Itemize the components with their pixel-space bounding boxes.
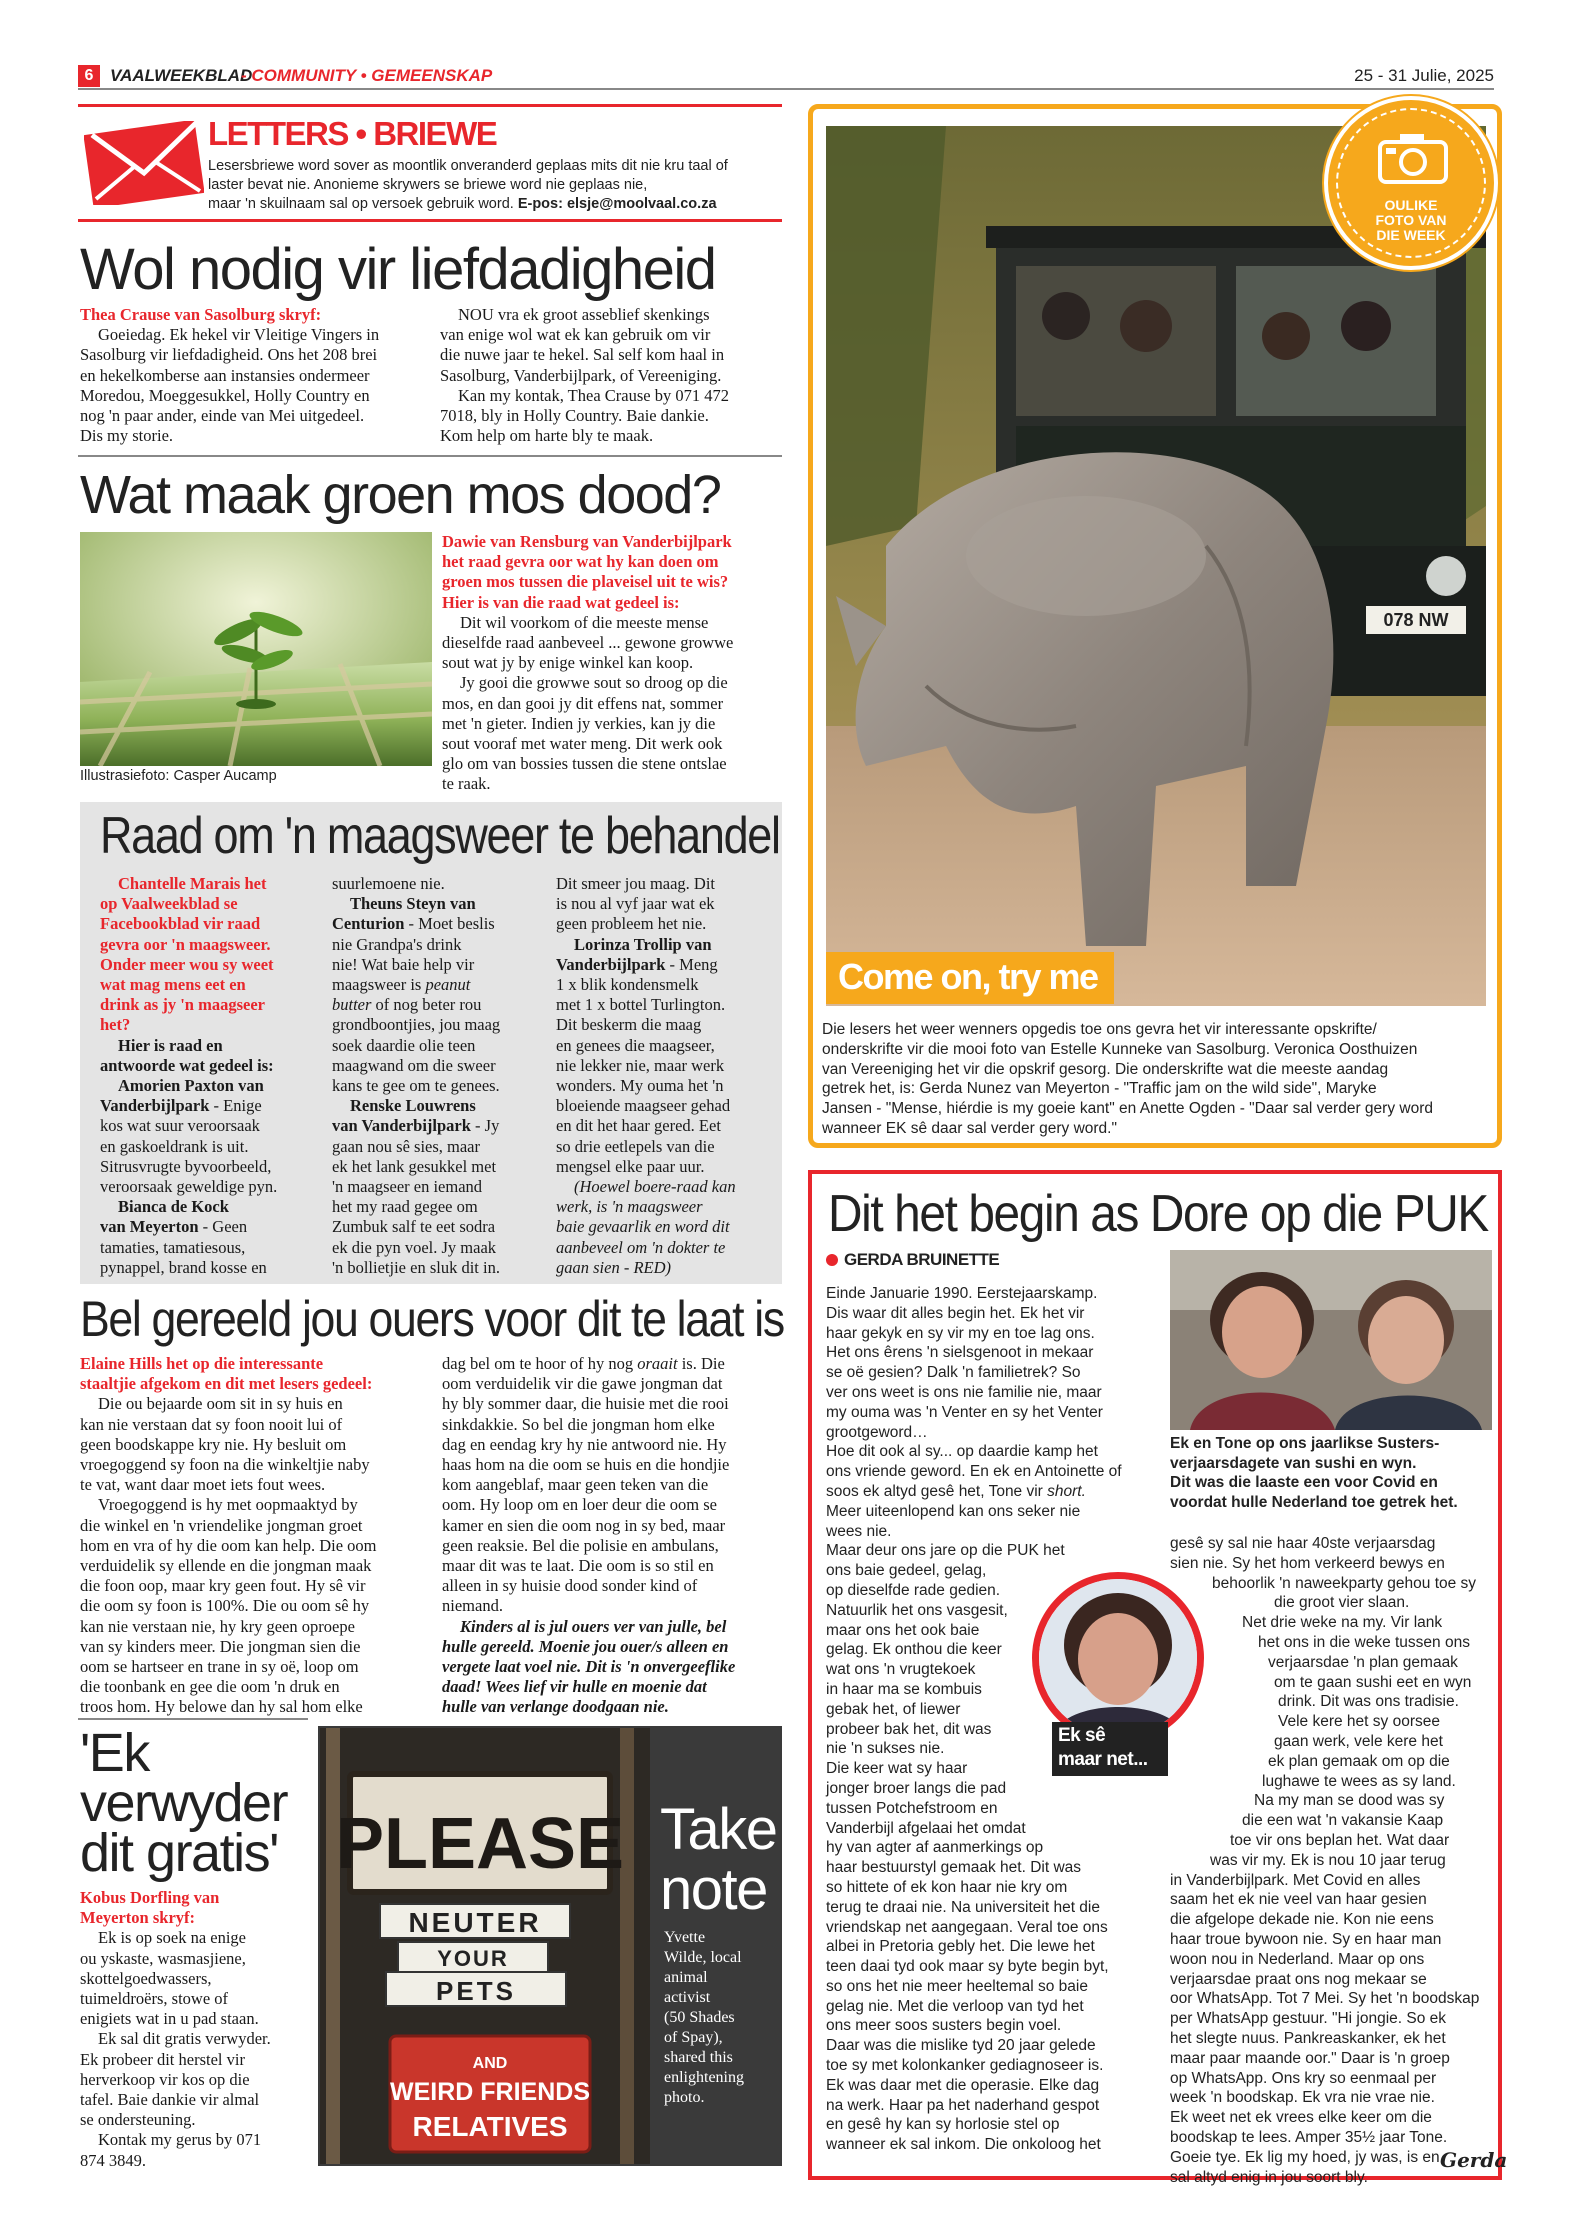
badge-line2: FOTO VAN: [1375, 212, 1447, 228]
column-badge-line2: maar net...: [1058, 1749, 1148, 1770]
photo-title-box: [826, 952, 1114, 1004]
sign-weird-friends: WEIRD FRIENDS: [390, 2078, 590, 2106]
author-signature: Gerda: [1440, 2148, 1508, 2172]
letters-title: LETTERS • BRIEWE: [208, 115, 497, 152]
puk-col2: gesê sy sal nie haar 40ste verjaarsdag sien nie. Sy het hom verkeerd bewys en behoorlik 'n naweekparty gehou toe sy die groot vier slaan. Net drie weke na my. Vir lank het ons in die weke tussen ons verjaarsdae 'n plan gemaak om te gaan sushi eet en wyn drink. Dit was ons tradisie. Vele kere het sy oorsee gaan werk, vele kere het ek plan gemaak om op die lughawe te wees as sy land. Na my man se dood was sy die een wat 'n vakansie Kaap toe vir ons beplan het. Wat daar was vir my. Ek is nou 10 jaar terug in Vanderbijlpark. Met Covid en alles saam het ek nie veel van haar gesien die afgelope dekade nie. Kon nie eens haar troue bywoon nie. Sy en haar man woon nou in Nederland. Maar op ons verjaarsdae praat ons nog mekaar se oor WhatsApp. Tot 7 Mei. Sy het 'n boodskap per WhatsApp gestuur. "Hi jongie. So ek het slegte nuus. Pankreaskanker, ek het maar paar maande oor." Daar is 'n groep op WhatsApp. Ons kry so eenmaal per week 'n boodskap. Ek vra nie vrae nie. Ek weet net ek vrees elke keer om die boodskap te lees. Amper 35½ jaar Tone. Goeie tye. Ek lig my hoed, jy was, is en sal altyd enig in jou soort bly.: [1170, 1535, 1480, 2186]
badge-line3: DIE WEEK: [1376, 227, 1446, 243]
camera-icon: [1378, 130, 1448, 184]
puk-photo-caption: Ek en Tone op ons jaarlikse Susters- verjaarsdagete van sushi en wyn. Dit was die laaste een voor Covid en voordat hulle Nederland toe getrek het.: [1170, 1435, 1458, 1511]
bel-headline: Bel gereeld jou ouers voor dit te laat is: [80, 1291, 784, 1347]
divider: [78, 1718, 308, 1720]
sign-and: AND: [472, 2055, 508, 2072]
sign-your: YOUR: [437, 1946, 509, 1971]
letters-policy: Lesersbriewe word sover as moontlik onveranderd geplaas mits dit nie kru taal of laster bevat nie. Anonieme skrywers se briewe word nie geplaas nie, maar 'n skuilnaam sal op versoek gebruik word. E-pos: elsje@moolvaal.co.za: [208, 158, 728, 212]
wol-col2: NOU vra ek groot asseblief skenkings van enige wol wat ek kan gebruik om vir die nuwe jaar te hekel. Sal self kom haal in Sasolburg, Vanderbijlpark, of Vereeniging. Kan my kontak, Thea Crause by 071 472 7018, bly in Holly Country. Baie dankie. Kom help om harte bly te maak.: [440, 305, 729, 446]
author-bullet: [826, 1254, 838, 1266]
bel-col1: Elaine Hills het op die interessante staaltjie afgekom en dit met lesers gedeel: Die ou bejaarde oom sit in sy huis en kan nie verstaan dat sy foon nooit lui of geen boodskappe kry nie. Hy besluit om vroegoggend sy foon na die winkeltjie naby te vat, want daar moet iets fout wees. Vroegoggend is hy met oopmaaktyd by die winkel en 'n vriendelike jongman groet hom en vra of hy die oom kan help. Die oom verduidelik sy ellende en die jongman maak die foon oop, maar kry geen fout. Hy sê vir die oom sy foon is 100%. Die ou oom sê hy kan nie verstaan nie, hy kry geen oproepe van sy kinders meer. Die jongman sien die oom se hartseer en trane in sy oë, loop om die toonbank en gee die oom 'n druk en troos hom. Hy belowe dan hy sal hom elke: [80, 1354, 377, 1717]
maag-col2: suurlemoene nie. Theuns Steyn van Centurion - Moet beslis nie Grandpa's drink nie! Wat baie help vir maagsweer is peanut butter of nog beter rou grondboontjies, jou maag soek daardie olie teen maagwand om die sweer kans te gee om te genees. Renske Louwrens van Vanderbijlpark - Jy gaan nou sê sies, maar ek het lank gesukkel met 'n maagseer en iemand het my raad gegee om Zumbuk salf te eet sodra ek die pyn voel. Jy maak 'n bollietjie en sluk dit in.: [332, 874, 501, 1277]
section-name: - COMMUNITY • GEMEENSKAP: [241, 66, 493, 85]
bel-col2: dag bel om te hoor of hy nog oraait is. Die oom verduidelik vir die gawe jongman dat hy bly sommer daar, die huisie met die rooi sinkdakkie. So bel die jongman hom elke dag en eendag kry hy nie antwoord nie. Hy haas hom na die oom se huis en die hondjie kom aangeblaf, maar geen teken van die oom. Hy loop om en loer deur die oom se kamer en sien die oom nog in sy bed, maar geen reaksie. Bel die polisie en ambulans, maar dit was te laat. Die oom is so stil en alleen in sy huisie dood sonder kind of niemand. Kinders al is jul ouers ver van julle, bel hulle gereeld. Moenie jou ouer/s alleen en vergete laat voel nie. Dit is 'n onvergeeflike daad! Wees lief vir hulle en moenie dat hulle van verlange doodgaan nie.: [442, 1354, 736, 1717]
gratis-text: Kobus Dorfling van Meyerton skryf: Ek is op soek na enige ou yskaste, wasmasjiene, skottelgoedwassers, tuimeldroërs, stowe of enigiets wat in u pad staan. Ek sal dit gratis verwyder. Ek probeer dit herstel vir herverkoop vir kos op die tafel. Baie dankie vir almal se ondersteuning. Kontak my gerus by 071 874 3849.: [80, 1888, 271, 2170]
gratis-headline: 'Ek verwyder dit gratis': [80, 1723, 288, 1883]
wol-headline: Wol nodig vir liefdadigheid: [80, 237, 716, 302]
issue-date: 25 - 31 Julie, 2025: [1354, 66, 1494, 85]
maag-col3: Dit smeer jou maag. Dit is nou al vyf jaar wat ek geen probleem het nie. Lorinza Trollip van Vanderbijlpark - Meng 1 x blik kondensmelk met 1 x bottel Turlington. Dit beskerm die maag en genees die maagseer, nie lekker nie, maar werk wonders. My ouma het 'n bloeiende maagseer gehad en dit het haar gered. Eet so drie eetlepels van die mengsel elke paar uur. (Hoewel boere-raad kan werk, is 'n maagsweer baie gevaarlik en word dit aanbeveel om 'n dokter te gaan sien - RED): [556, 874, 736, 1277]
sign-please: PLEASE: [335, 1804, 625, 1884]
paper-name: VAALWEEKBLAD: [110, 66, 253, 85]
divider: [78, 455, 782, 457]
neuter-sign-photo: [320, 1728, 650, 2164]
photo-title: Come on, try me: [838, 956, 1098, 997]
take-note-headline: Take note: [660, 1797, 777, 1922]
column-badge-line1: Ek sê: [1058, 1725, 1106, 1746]
envelope-icon: [84, 121, 204, 205]
page-number: 6: [78, 65, 100, 87]
wol-col1: Thea Crause van Sasolburg skryf: Goeiedag. Ek hekel vir Vleitige Vingers in Sasolburg vir liefdadigheid. Ons het 208 brei en hekelkomberse aan instansies ondermeer Moredou, Moeggesukkel, Holly Country en nog 'n paar ander, einde van Mei uitgedeel. Dis my storie.: [80, 305, 425, 446]
sign-relatives: RELATIVES: [412, 2111, 568, 2142]
maag-col1: Chantelle Marais het op Vaalweekblad se Facebookblad vir raad gevra oor 'n maagsweer. Onder meer wou sy weet wat mag mens eet en drink as jy 'n maagseer het? Hier is raad en antwoorde wat gedeel is: Amorien Paxton van Vanderbijlpark - Enige kos wat suur veroorsaak en gaskoeldrank is uit. Sitrusvrugte byvoorbeeld, veroorsaak geweldige pyn. Bianca de Kock van Meyerton - Geen tamaties, tamatiesous, pynappel, brand kosse en: [100, 874, 278, 1277]
mos-photo-caption: Illustrasiefoto: Casper Aucamp: [80, 768, 277, 784]
take-note-text: Yvette Wilde, local animal activist (50 Shades of Spay), shared this enlightening photo.: [664, 1929, 744, 2106]
letters-email[interactable]: E-pos: elsje@moolvaal.co.za: [517, 196, 717, 212]
letters-banner: [78, 104, 782, 222]
seedling-photo: [80, 532, 432, 766]
wol-byline: Thea Crause van Sasolburg skryf:: [80, 305, 322, 324]
puk-headline: Dit het begin as Dore op die PUK: [828, 1185, 1488, 1243]
badge-line1: OULIKE: [1384, 197, 1438, 213]
sign-neuter: NEUTER: [408, 1907, 542, 1938]
mos-headline: Wat maak groen mos dood?: [80, 465, 721, 525]
maag-headline: Raad om 'n maagsweer te behandel: [100, 807, 780, 865]
mos-text: Dawie van Rensburg van Vanderbijlpark het raad gevra oor wat hy kan doen om groen mos tussen die plaveisel uit te wis? Hier is van die raad wat gedeel is: Dit wil voorkom of die meeste mense dieselfde raad aanbeveel ... gewone growwe sout wat jy by enige winkel kan koop. Jy gooi die growwe sout so droog op die mos, en dan gooi jy dit effens nat, sommer met 'n gieter. Indien jy verkies, kan jy die sout vooraf met water meng. Dit werk ook glo om van bossies tussen die stene ontslae te raak.: [442, 532, 734, 794]
puk-col1: Einde Januarie 1990. Eerstejaarskamp. Dis waar dit alles begin het. Ek het vir haar gekyk en sy vir my en toe lag ons. Het ons êrens 'n sielsgenoot in mekaar se oë gesien? Dalk 'n familietrek? So ver ons weet is ons nie familie nie, maar my ouma was 'n Venter en sy het Venter grootgeword… Hoe dit ook al sy... op daardie kamp het ons vriende geword. En ek en Antoinette of soos ek altyd gesê het, Tone vir short. Meer uiteenlopend kan ons seker nie wees nie. Maar deur ons jare op die PUK het ons baie gedeel, gelag, op dieselfde rade gedien. Natuurlik het ons vasgesit, maar ons het ook baie gelag. Ek onthou die keer wat ons 'n vrugtekoek in haar ma se kombuis gebak het, of liewer probeer bak het, dit was nie 'n sukses nie. Die keer wat sy haar jonger broer langs die pad tussen Potchefstroom en Vanderbijl afgelaai het omdat hy van agter af aanmerkings op haar bestuurstyl gemaak het. Dit was so hittete of ek kon haar nie kry om terug te draai nie. Na universiteit het die vriendskap net aangegaan. Veral toe ons albei in Pretoria gebly het. Die lewe het teen daai tyd ook maar sy byte begin byt, so ons het nie meer heeltemal so baie gelag nie. Met die verloop van tyd het ons meer soos susters begin voel. Daar was die mislike tyd 20 jaar gelede toe sy met kolonkanker gediagnoseer is. Ek was daar met die operasie. Elke dag na werk. Haar pa het naderhand gespot en gesê hy kan sy horlosie stel op wanneer ek sal inkom. Die onkoloog het: [826, 1285, 1122, 2154]
column-badge: [1052, 1722, 1168, 1776]
photo-of-week-badge: [1324, 96, 1498, 270]
sign-pets: PETS: [436, 1976, 516, 2006]
number-plate: 078 NW: [1383, 610, 1449, 630]
puk-author: GERDA BRUINETTE: [844, 1250, 1000, 1269]
page-header: [78, 64, 1494, 90]
photo-caption: Die lesers het weer wenners opgedis toe ons gevra het vir interessante opskrifte/ onderskrifte vir die mooi foto van Estelle Kunneke van Sasolburg. Veronica Oosthuizen van Vereeniging het vir die opskrif gesorg. Die onderskrifte wat die meeste aandag getrek het, is: Gerda Nunez van Meyerton - "Traffic jam on the wild side", Maryke Jansen - "Mense, hiérdie is my goeie kant" en Anette Ogden - "Daar sal verder gery word wanneer EK sê daar sal verder gery word.": [822, 1021, 1433, 1137]
two-women-photo: [1170, 1250, 1492, 1430]
